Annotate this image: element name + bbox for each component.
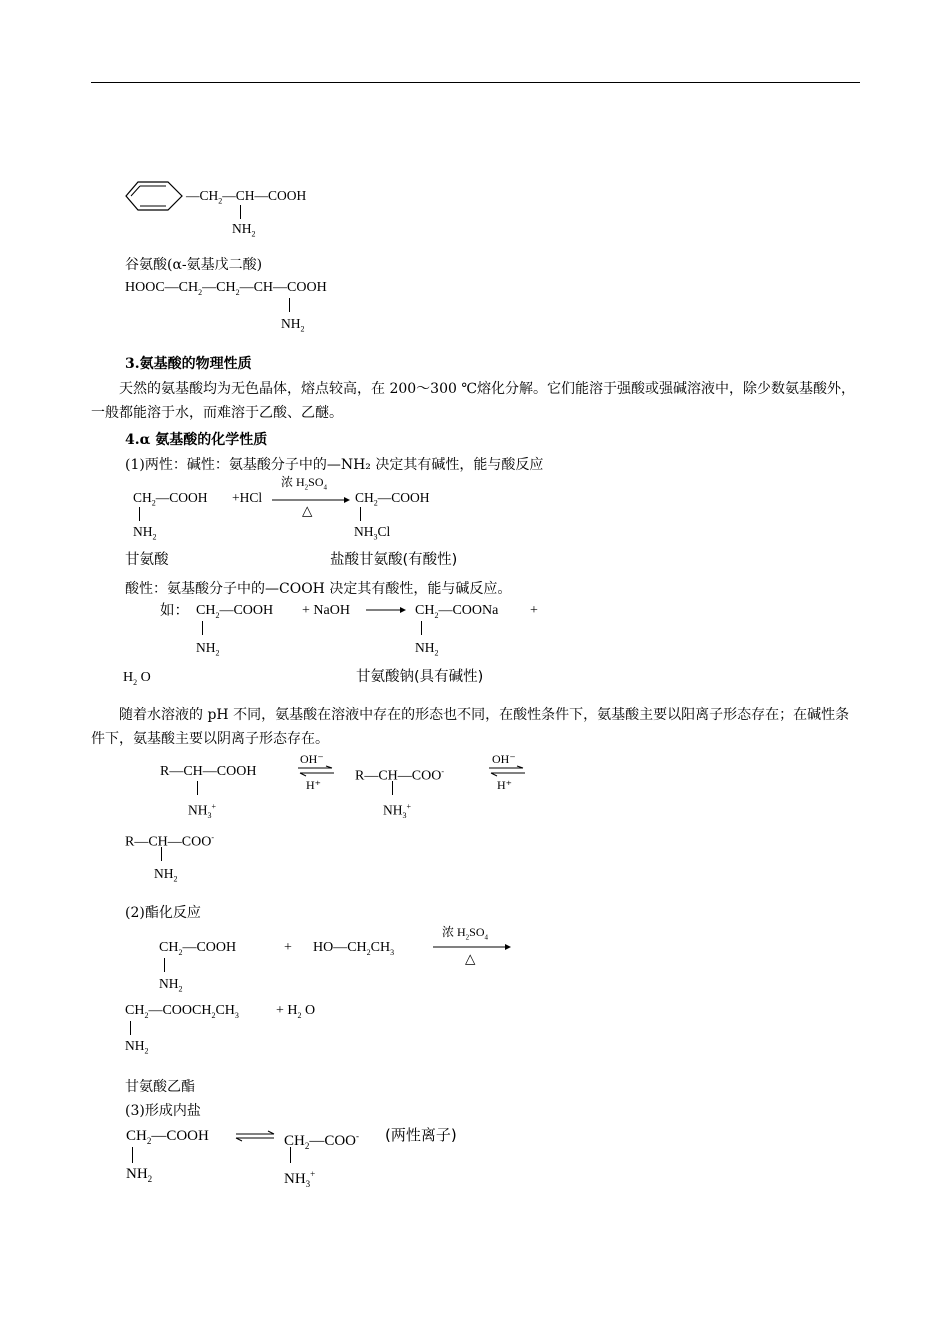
est-product-nh2: $NH_2$ <box>125 1038 149 1056</box>
bond <box>392 781 393 795</box>
phenylalanine-nh2: $NH_2$ <box>232 221 256 239</box>
bond <box>289 298 290 312</box>
glutamic-name: 谷氨酸(α-氨基戊二酸) <box>125 257 263 273</box>
esterification-heading: (2)酯化反应 <box>125 905 201 921</box>
glutamic-chain: $HOOC—CH_2—CH_2—CH—COOH$ <box>125 280 327 297</box>
r1-condition-bottom: △ <box>302 503 313 518</box>
r2-left-nh2: $NH_2$ <box>196 640 220 658</box>
bond <box>139 507 140 521</box>
glycine-ethyl-ester-label: 甘氨酸乙酯 <box>125 1079 195 1095</box>
bond <box>130 1021 131 1035</box>
ph-paragraph: 随着水溶液的 pH 不同，氨基酸在溶液中存在的形态也不同，在酸性条件下，氨基酸主要以阳离子形态存在；在碱性条件下，氨基酸主要以阴离子形态存在。 <box>91 707 850 747</box>
bond <box>290 1147 291 1163</box>
bond <box>360 507 361 521</box>
r1-condition-top: 浓 $H_2SO_4$ <box>281 475 328 492</box>
eq-species-3-sub: $NH_2$ <box>154 866 178 884</box>
amphoteric-paragraph: (1)两性：碱性：氨基酸分子中的—NH₂ 决定其有碱性，能与酸反应 <box>125 457 544 473</box>
eq2-h: H⁺ <box>497 778 512 792</box>
internal-salt-heading: (3)形成内盐 <box>125 1103 201 1119</box>
r2-water: $H_2$ O <box>123 670 151 687</box>
bond <box>202 621 203 635</box>
reaction-arrow-icon <box>433 943 511 951</box>
eq1-oh: OH⁻ <box>300 752 324 766</box>
eq-species-1: R—CH—COOH <box>160 764 257 779</box>
equilibrium-arrow-icon <box>298 766 336 776</box>
bond <box>132 1147 133 1163</box>
glycine-label: 甘氨酸 <box>125 552 169 568</box>
est-water: + $H_2$ O <box>276 1003 316 1020</box>
salt-right-nh3: $NH_3^+$ <box>284 1169 316 1189</box>
r1-right: $CH_2—COOH$ <box>355 490 430 508</box>
r1-plus-hcl: +HCl <box>232 490 263 505</box>
r2-plus-naoh: + NaOH <box>302 603 350 618</box>
salt-left: $CH_2—COOH$ <box>126 1128 209 1146</box>
r2-left: $CH_2—COOH$ <box>196 603 274 620</box>
equilibrium-arrow-icon <box>489 766 527 776</box>
est-condition-bottom: △ <box>465 951 476 966</box>
est-left: $CH_2—COOH$ <box>159 940 237 957</box>
salt-left-nh2: $NH_2$ <box>126 1166 153 1184</box>
r2-prefix: 如： <box>160 603 189 619</box>
eq-species-1-sub: $NH_3^+$ <box>188 802 217 821</box>
r2-plus2: + <box>530 603 538 618</box>
sodium-glycinate-label: 甘氨酸钠(具有碱性) <box>356 669 484 685</box>
eq-species-3: R—CH—COO- <box>125 833 215 850</box>
bond <box>164 958 165 972</box>
r1-left-nh2: $NH_2$ <box>133 524 157 542</box>
r2-right: $CH_2—COONa$ <box>415 603 499 620</box>
salt-right: $CH_2—COO^-$ <box>284 1131 360 1151</box>
benzene-ring-icon <box>124 180 188 214</box>
equilibrium-arrow-icon <box>236 1131 276 1141</box>
bond <box>240 205 241 219</box>
r1-right-sub: $NH_3Cl$ <box>354 524 391 542</box>
phenylalanine-chain: $—CH_2—CH—COOH$ <box>186 188 307 206</box>
est-alcohol: $HO—CH_2CH_3$ <box>313 940 395 957</box>
est-left-nh2: $NH_2$ <box>159 976 183 994</box>
section3-heading: 3.氨基酸的物理性质 <box>125 356 252 372</box>
r1-left: $CH_2—COOH$ <box>133 490 208 508</box>
acidic-paragraph: 酸性：氨基酸分子中的—COOH 决定其有酸性，能与碱反应。 <box>125 581 512 597</box>
glycine-hcl-label: 盐酸甘氨酸(有酸性) <box>330 552 458 568</box>
r2-right-nh2: $NH_2$ <box>415 640 439 658</box>
zwitterion-note: (两性离子) <box>385 1126 457 1144</box>
eq2-oh: OH⁻ <box>492 752 516 766</box>
section3-paragraph: 天然的氨基酸均为无色晶体，熔点较高，在 200～300 ℃熔化分解。它们能溶于强酸或强碱溶液中，除少数氨基酸外，一般都能溶于水，而难溶于乙酸、乙醚。 <box>91 381 856 421</box>
est-product: $CH_2—COOCH_2CH_3$ <box>125 1003 239 1020</box>
bond <box>197 781 198 795</box>
reaction-arrow-icon <box>366 606 406 614</box>
eq-species-2: R—CH—COO- <box>355 767 445 784</box>
est-plus: + <box>284 940 292 955</box>
glutamic-nh2: $NH_2$ <box>281 316 305 334</box>
eq-species-2-sub: $NH_3^+$ <box>383 802 412 821</box>
bond <box>161 847 162 861</box>
eq1-h: H⁺ <box>306 778 321 792</box>
est-condition-top: 浓 $H_2SO_4$ <box>442 925 489 942</box>
bond <box>421 621 422 635</box>
header-rule <box>91 82 860 83</box>
section4-heading: 4.α 氨基酸的化学性质 <box>125 432 268 448</box>
